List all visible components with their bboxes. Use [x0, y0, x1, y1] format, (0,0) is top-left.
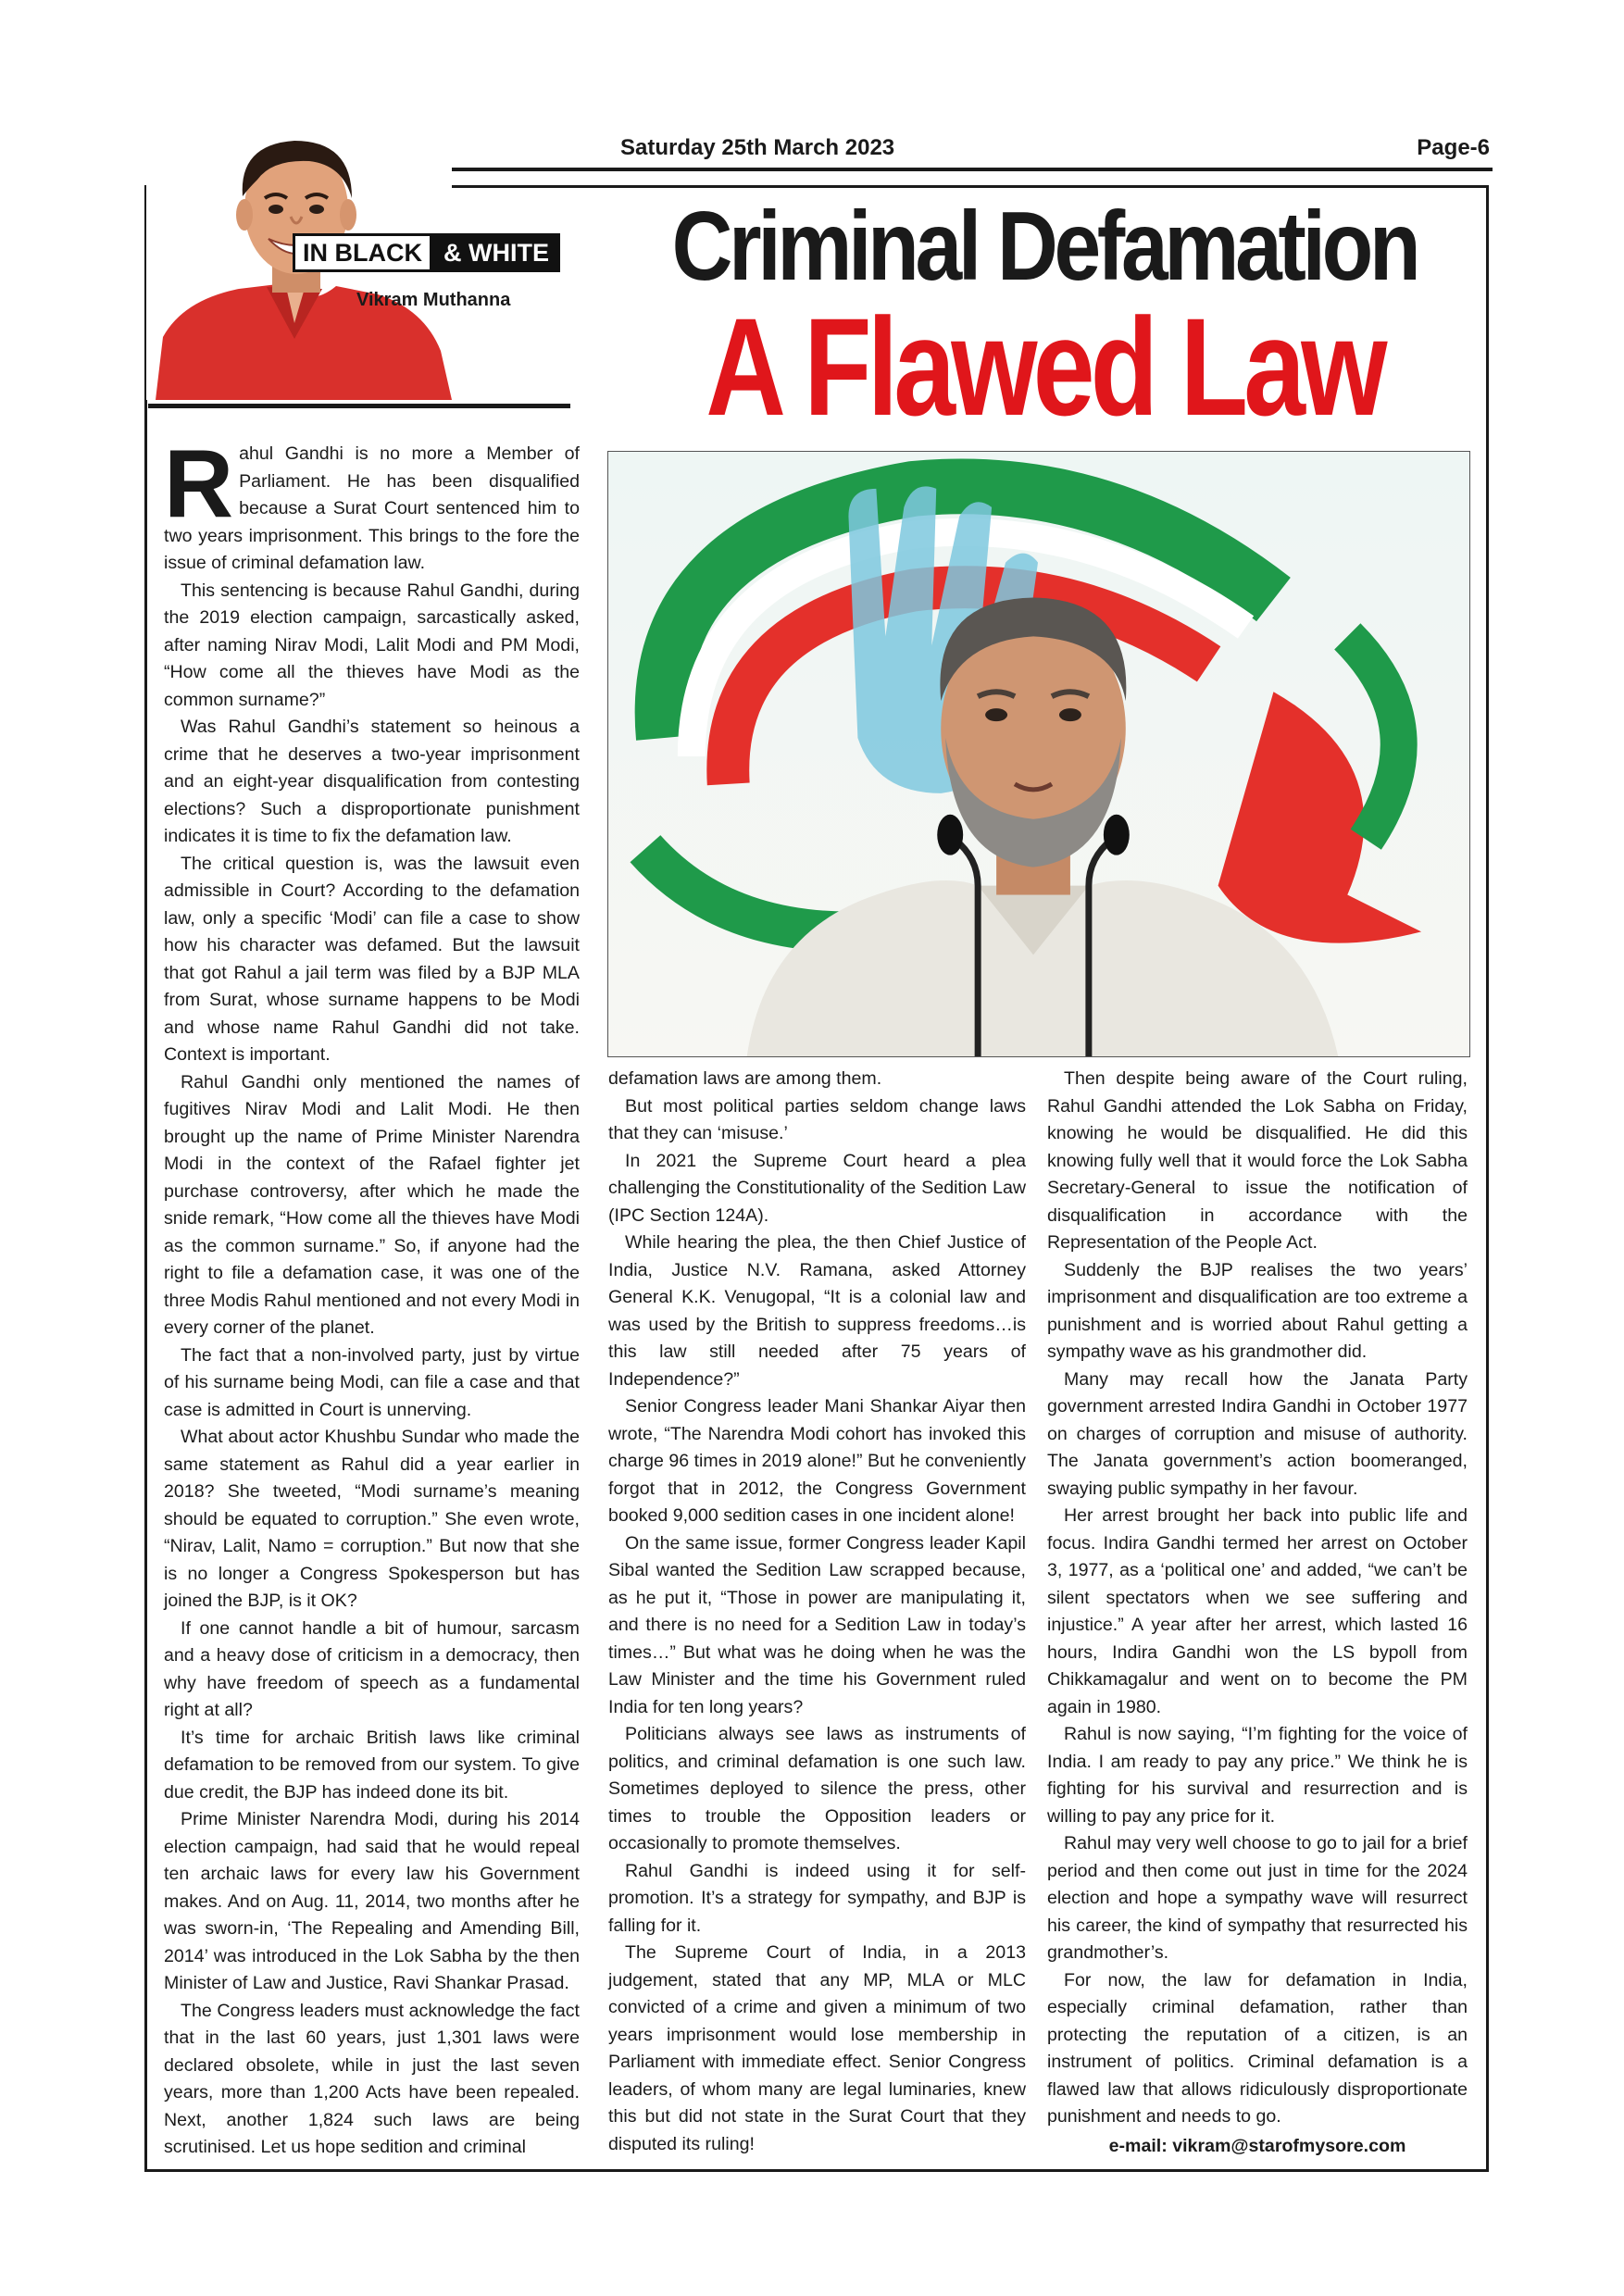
article-paragraph: Many may recall how the Janata Party government arrested Indira Gandhi in October 1977 on charges of corruption and misuse of authority. The Janata government’s action boomeranged, swaying public sympathy in her favour.	[1047, 1368, 1468, 1499]
article-paragraph: Senior Congress leader Mani Shankar Aiyar then wrote, “The Narendra Modi cohort has invoked this charge 96 times in 2019 alone!” But he conveniently forgot that in 2012, the Congress Government booked 9,000 sedition cases in one incident alone!	[608, 1396, 1026, 1526]
article-paragraph: Politicians always see laws as instruments of politics, and criminal defamation is one such law. Sometimes deployed to silence the press, other times to trouble the Opposition leaders or occasionally to promote themselves.	[608, 1724, 1026, 1853]
drop-cap: R	[164, 430, 234, 538]
article-paragraph: For now, the law for defamation in India, especially criminal defamation, rather than protecting the reputation of a citizen, is an instrument of politics. Criminal defamation is a flawed law that allows ridiculously disproportionate punishment and needs to go.	[1047, 1969, 1468, 2127]
article-paragraph: But most political parties seldom change laws that they can ‘misuse.’	[608, 1095, 1026, 1143]
column-badge	[293, 233, 560, 272]
badge-white-part: & WHITE	[432, 233, 560, 272]
article-paragraph: What about actor Khushbu Sundar who made the same statement as Rahul did a year earlier in 2018? She tweeted, “Modi surname’s meaning should be equated to corruption.” She even wrote, “Nirav, Lalit, Namo = corruption.” But now that she is no longer a Congress Spokesperson but has joined the BJP, is it OK?	[164, 1427, 580, 1611]
article-paragraph: The Supreme Court of India, in a 2013 judgement, stated that any MP, MLA or MLC convicted of a crime and given a minimum of two years imprisonment would lose membership in Parliament with immediate effect. Senior Congress leaders, of whom many are legal luminaries, knew this but did not state in the Surat Court that they disputed its ruling!	[608, 1942, 1026, 2154]
article-paragraph: This sentencing is because Rahul Gandhi, during the 2019 election campaign, sarcastically asked, after naming Nirav Modi, Lalit Modi and PM Modi, “How come all the thieves have Modi as the common surname?”	[164, 580, 580, 710]
article-paragraph: On the same issue, former Congress leader Kapil Sibal wanted the Sedition Law scrapped because, as he put it, “Those in power are manipulating it, and there is no need for a Sedition Law in today’s times…” But what was he doing when he was the Law Minister and the time his Government ruled India for ten long years?	[608, 1532, 1026, 1717]
headline-line-2: A Flawed Law	[706, 289, 1383, 444]
article-column-1	[164, 430, 580, 2162]
article-paragraph: Then despite being aware of the Court ruling, Rahul Gandhi attended the Lok Sabha on Friday, knowing he would be disqualified. He did this knowing fully well that it would force the Lok Sabha Secretary-General to issue the notification of disqualification in accordance with the Representation of the People Act.	[1047, 1068, 1468, 1253]
article-paragraph: defamation laws are among them.	[608, 1068, 882, 1089]
article-paragraph: Rahul Gandhi only mentioned the names of fugitives Nirav Modi and Lalit Modi. He then brought up the name of Prime Minister Narendra Modi in the context of the Rafael fighter jet purchase controversy, after which he made the snide remark, “How come all the thieves have Modi as the common surname.” So, if anyone had the right to file a defamation case, it was one of the three Modis Rahul mentioned and not every Modi in every corner of the planet.	[164, 1071, 580, 1338]
article-paragraph: While hearing the plea, the then Chief Justice of India, Justice N.V. Ramana, asked Attorney General K.K. Venugopal, “It is a colonial law and was used by the British to suppress freedoms…is this law still needed after 75 years of Independence?”	[608, 1232, 1026, 1390]
article-paragraph: It’s time for archaic British laws like criminal defamation to be removed from our system. To give due credit, the BJP has indeed done its bit.	[164, 1727, 580, 1803]
article-paragraph: Rahul may very well choose to go to jail for a brief period and then come out just in time for the 2024 election and hope a sympathy wave will resurrect his career, the kind of sympathy that resurrected his grandmother’s.	[1047, 1833, 1468, 1963]
article-paragraph: Rahul Gandhi is no more a Member of Parliament. He has been disqualified because a Surat Court sentenced him to two years imprisonment. This brings to the fore the issue of criminal defamation law.	[164, 430, 580, 573]
article-paragraph: Was Rahul Gandhi’s statement so heinous a crime that he deserves a two-year imprisonment and an eight-year disqualification from contesting elections? Such a disproportionate punishment indicates it is time to fix the defamation law.	[164, 717, 580, 846]
article-column-3	[1047, 1066, 1468, 2160]
article-paragraph: Her arrest brought her back into public life and focus. Indira Gandhi termed her arrest on October 3, 1977, as a ‘political one’ and added, “we can’t be silent spectators when we see suffering and injustice.” A year after her arrest, which lasted 16 hours, Indira Gandhi won the LS bypoll from Chikkamagalur and went on to become the PM again in 1980.	[1047, 1505, 1468, 1717]
masthead-date: Saturday 25th March 2023	[620, 135, 895, 160]
article-paragraph: In 2021 the Supreme Court heard a plea challenging the Constitutionality of the Sedition Law (IPC Section 124A).	[608, 1150, 1026, 1226]
headline-line-1: Criminal Defamation	[671, 192, 1418, 301]
article-column-2	[608, 1066, 1026, 2158]
masthead-page-number: Page-6	[1417, 135, 1490, 160]
article-photo	[607, 451, 1470, 1057]
portrait-rule	[148, 404, 570, 408]
article-paragraph: The Congress leaders must acknowledge the fact that in the last 60 years, just 1,301 laws were declared obsolete, while in just the last seven years, more than 1,200 Acts have been repealed. Next, another 1,824 such laws are being scrutinised. Let us hope sedition and criminal	[164, 2000, 580, 2157]
article-paragraph: Rahul Gandhi is indeed using it for self-promotion. It’s a strategy for sympathy, and BJP is falling for it.	[608, 1860, 1026, 1936]
article-paragraph: The critical question is, was the lawsuit even admissible in Court? According to the defamation law, only a specific ‘Modi’ can file a case to show how his character was defamed. But the lawsuit that got Rahul a jail term was filed by a BJP MLA from Surat, whose surname happens to be Modi and whose name Rahul Gandhi did not take. Context is important.	[164, 853, 580, 1065]
article-paragraph: If one cannot handle a bit of humour, sarcasm and a heavy dose of criticism in a democracy, then why have freedom of speech as a fundamental right at all?	[164, 1617, 580, 1720]
article-paragraph: Suddenly the BJP realises the two years’ imprisonment and disqualification are too extreme a punishment and is worried about Rahul getting a sympathy wave as his grandmother did.	[1047, 1259, 1468, 1362]
article-paragraph: Prime Minister Narendra Modi, during his 2014 election campaign, had said that he would repeal ten archaic laws for every law his Government makes. And on Aug. 11, 2014, two months after he was sworn-in, ‘The Repealing and Amending Bill, 2014’ was introduced in the Lok Sabha by the then Minister of Law and Justice, Ravi Shankar Prasad.	[164, 1809, 580, 1993]
author-email-link[interactable]: e-mail: vikram@starofmysore.com	[1108, 2135, 1406, 2156]
badge-black-part: IN BLACK	[293, 233, 432, 272]
article-paragraph: Rahul is now saying, “I’m fighting for the voice of India. I am ready to pay any price.” We think he is fighting for his survival and resurrection and is willing to pay any price for it.	[1047, 1724, 1468, 1827]
byline: Vikram Muthanna	[356, 290, 511, 310]
article-paragraph: The fact that a non-involved party, just by virtue of his surname being Modi, can file a case and that case is admitted in Court is unnerving.	[164, 1344, 580, 1420]
